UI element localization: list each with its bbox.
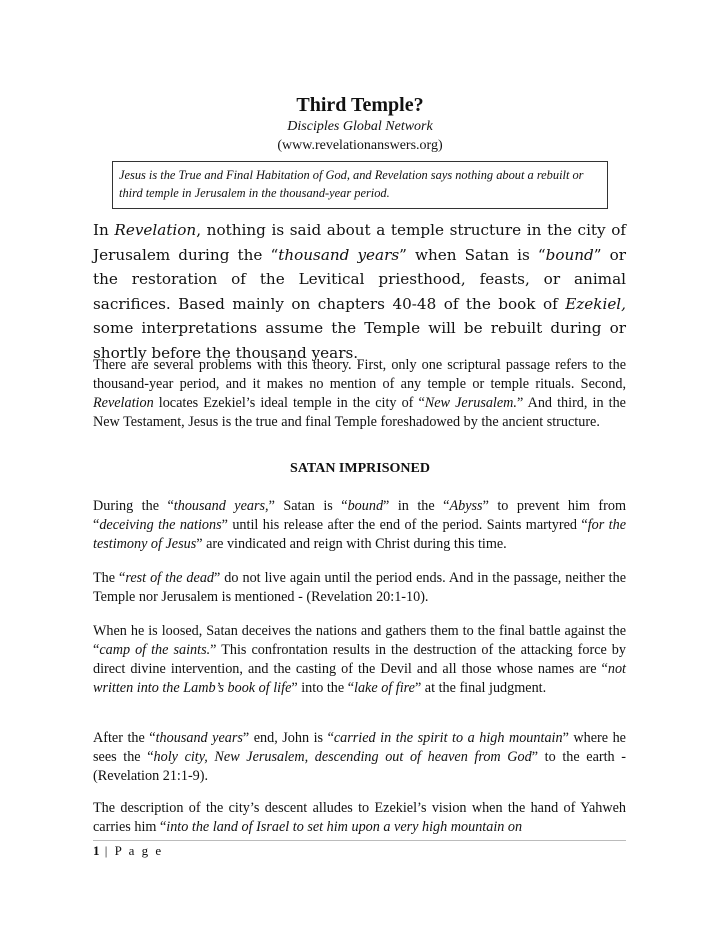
document-subtitle: Disciples Global Network <box>287 119 433 134</box>
body-paragraph: The description of the city’s descent alludes to Ezekiel’s vision when the hand of Yahweh carries him “into the land of Israel to set him upon a very high mountain on <box>93 800 626 835</box>
body-paragraph: When he is loosed, Satan deceives the nations and gathers them to the final battle against the “camp of the saints.” This confrontation results in the destruction of the attacking force by direct divine intervention, and the casting of the Devil and all those whose names are “not written into the Lamb’s book of life” into the “lake of fire” at the final judgment. <box>93 623 626 696</box>
body-paragraph: During the “thousand years,” Satan is “bound” in the “Abyss” to prevent him from “deceiving the nations” until his release after the end of the period. Saints martyred “for the testimony of Jesus” are vindicated and reign with Christ during this time. <box>93 498 627 552</box>
footer-separator: | <box>104 843 110 858</box>
footer-divider <box>93 840 626 841</box>
page-footer <box>93 843 163 859</box>
website-address: (www.revelationanswers.org) <box>277 138 443 153</box>
body-paragraph: The “rest of the dead” do not live again until the period ends. And in the passage, neither the Temple nor Jerusalem is mentioned - (Revelation 20:1-10). <box>93 570 626 605</box>
summary-box: Jesus is the True and Final Habitation of God, and Revelation says nothing about a rebuilt or third temple in Jerusalem in the thousand-year period. <box>112 161 608 209</box>
problems-paragraph: There are several problems with this theory. First, only one scriptural passage refers to the thousand-year period, and it makes no mention of any temple or temple rituals. Second, Revelation locates Ezekiel’s ideal temple in the city of “New Jerusalem.” And third, in the New Testament, Jesus is the true and final Temple foreshadowed by the ancient structure. <box>93 357 626 430</box>
body-paragraph: After the “thousand years” end, John is “carried in the spirit to a high mountain” where he sees the “holy city, New Jerusalem, descending out of heaven from God” to the earth - (Revelation 21:1-9). <box>93 730 626 784</box>
lead-paragraph: In Revelation, nothing is said about a temple structure in the city of Jerusalem during the “thousand years” when Satan is “bound” or the restoration of the Levitical priesthood, feasts, or animal sacrifices. Based mainly on chapters 40-48 of the book of Ezekiel, some interpretations assume the Temple will be rebuilt during or shortly before the thousand years. <box>93 221 626 362</box>
page-number: 1 <box>93 843 100 858</box>
section-heading: SATAN IMPRISONED <box>290 461 430 476</box>
document-title: Third Temple? <box>296 94 424 116</box>
page-label: P a g e <box>114 843 164 858</box>
